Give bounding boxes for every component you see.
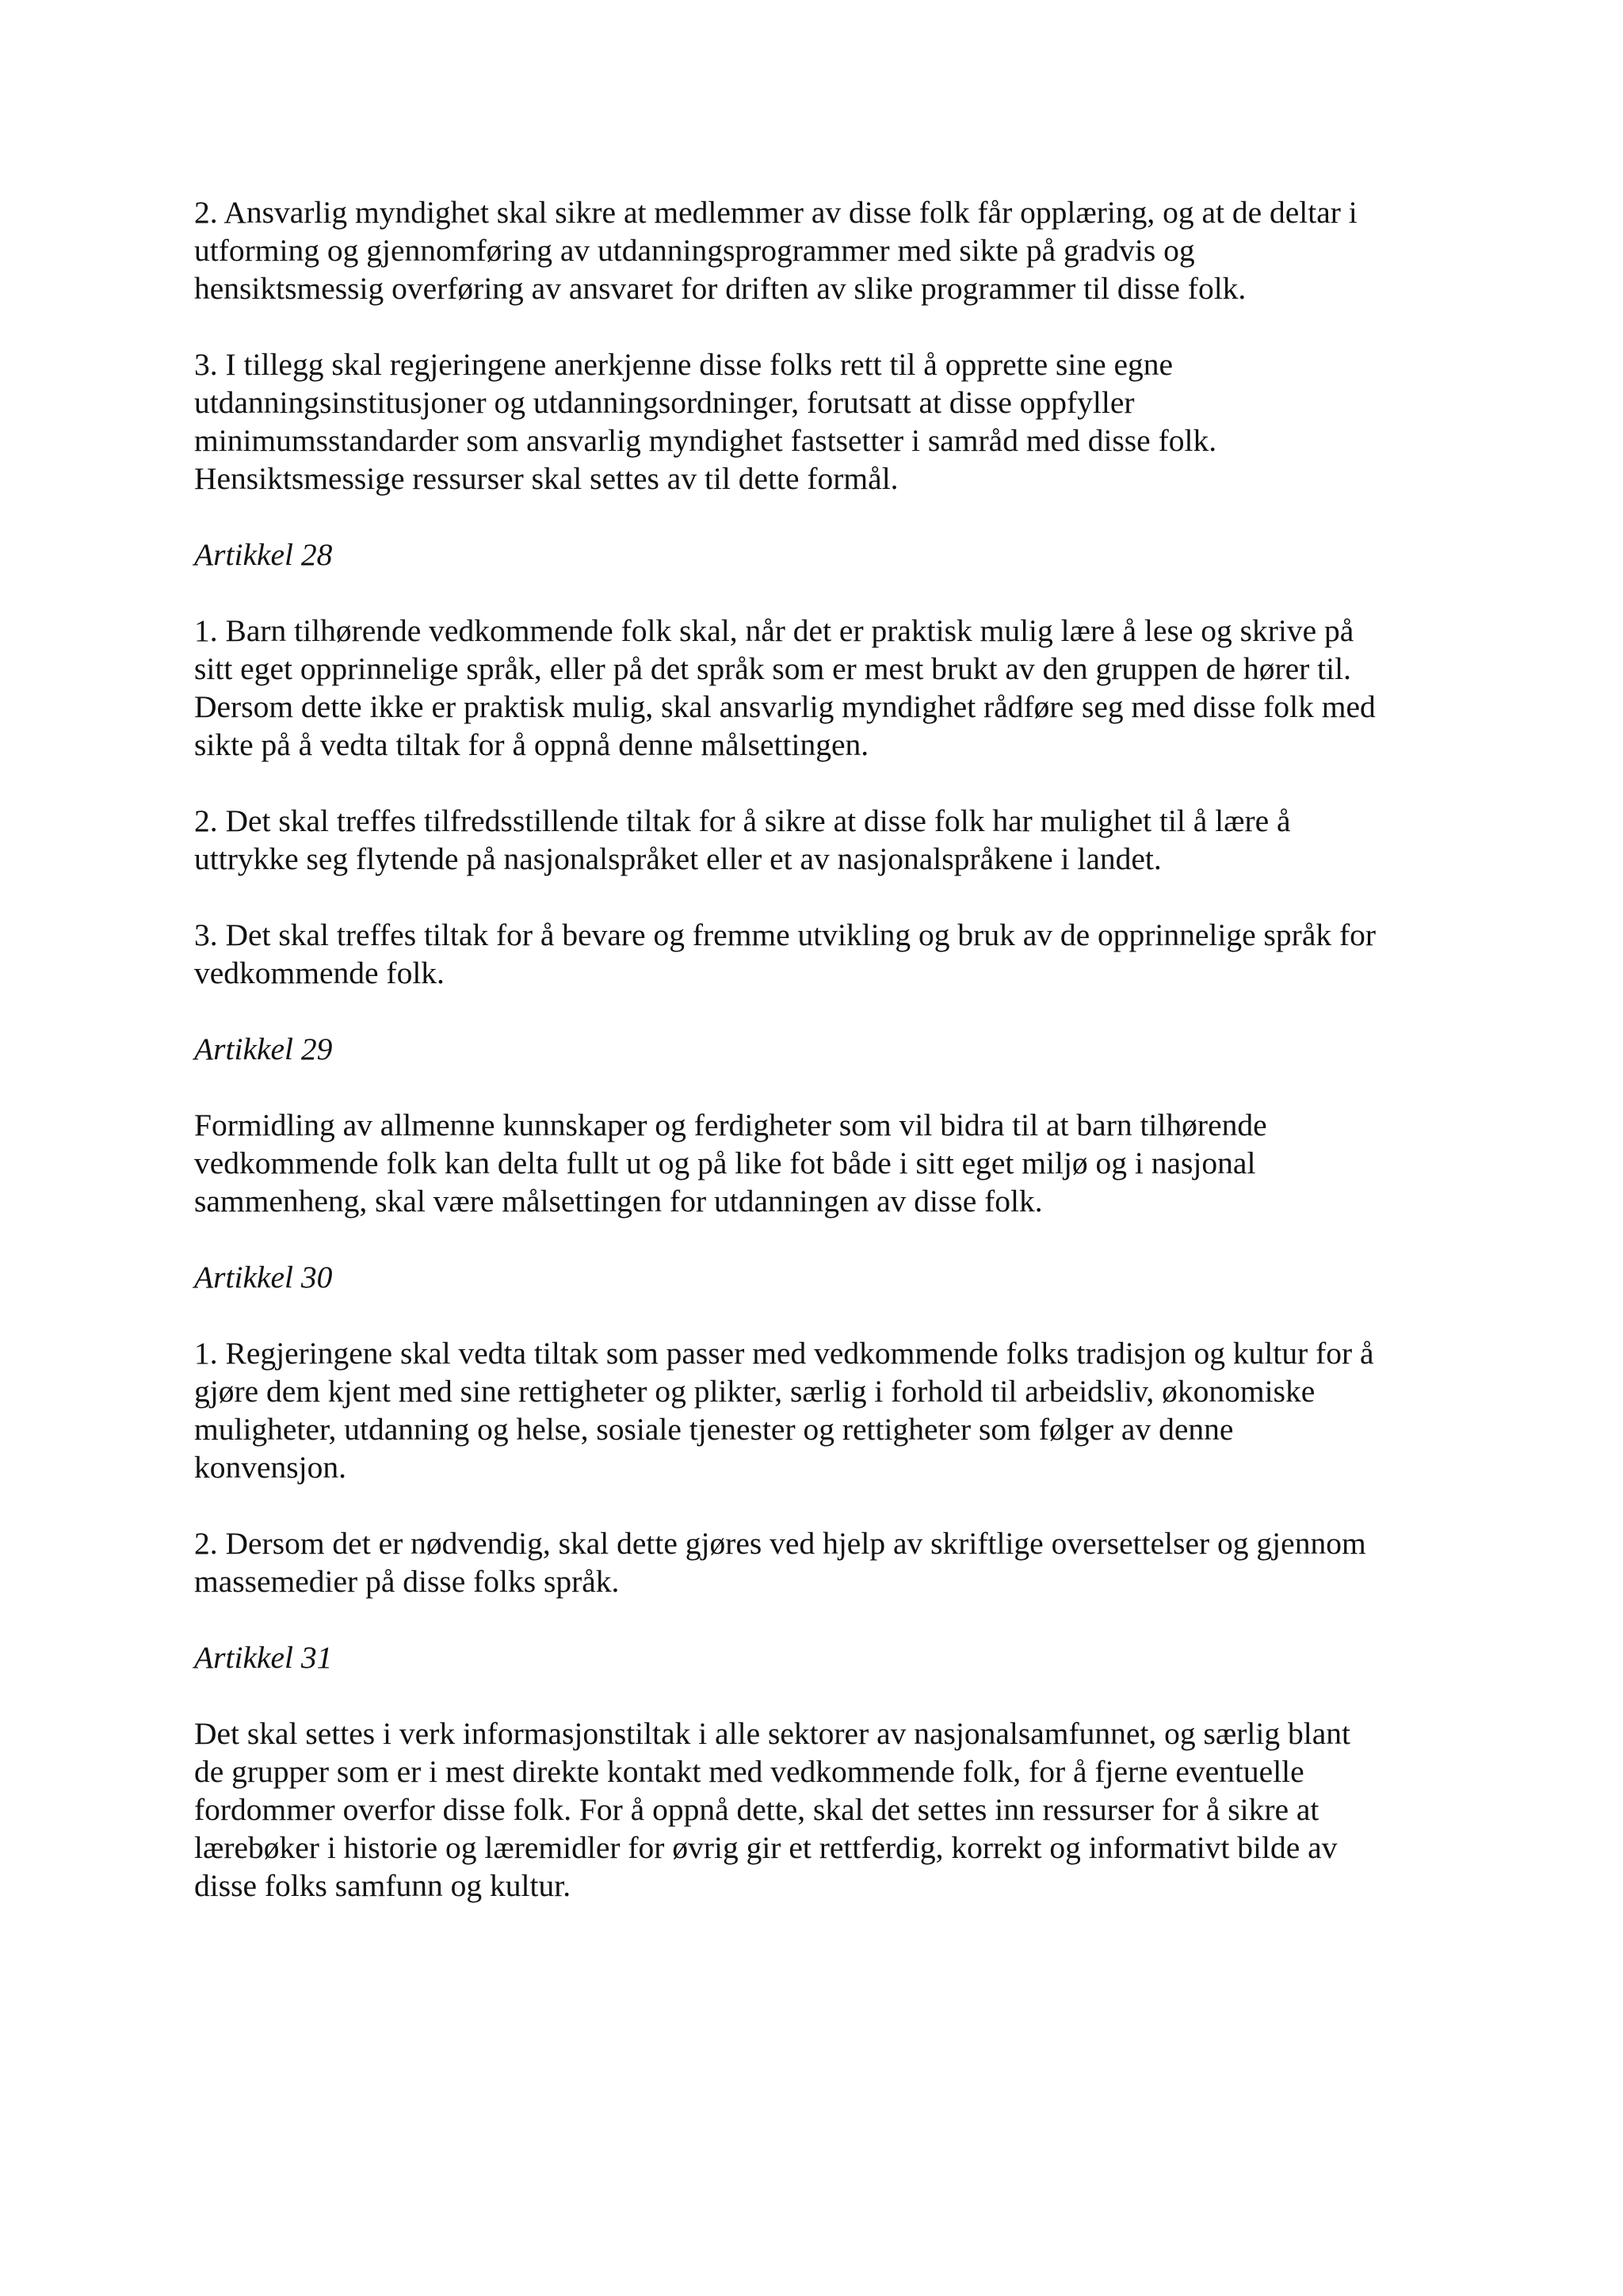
paragraph-27-2: 2. Ansvarlig myndighet skal sikre at medlemmer av disse folk får opplæring, og at de deltar i utforming og gjennomføring av utdanningsprogrammer med sikte på gradvis og hensiktsmessig overføring av ansvaret for driften av slike programmer til disse folk. (194, 195, 1358, 306)
paragraph-30-1: 1. Regjeringene skal vedta tiltak som passer med vedkommende folks tradisjon og kultur for å gjøre dem kjent med sine rettigheter og plikter, særlig i forhold til arbeidsliv, økonomiske muligheter, utdanning og helse, sosiale tjenester og rettigheter som følger av denne konvensjon. (194, 1336, 1374, 1485)
paragraph-27-3: 3. I tillegg skal regjeringene anerkjenne disse folks rett til å opprette sine egne utdanningsinstitusjoner og utdanningsordninger, forutsatt at disse oppfyller minimumsstandarder som ansvarlig myndighet fastsetter i samråd med disse folk. Hensiktsmessige ressurser skal settes av til dette formål. (194, 347, 1217, 496)
article-heading-28: Artikkel 28 (194, 537, 333, 572)
document-body (194, 193, 1446, 1943)
paragraph-29: Formidling av allmenne kunnskaper og ferdigheter som vil bidra til at barn tilhørende vedkommende folk kan delta fullt ut og på like fot både i sitt eget miljø og i nasjonal sammenheng, skal være målsettingen for utdanningen av disse folk. (194, 1108, 1267, 1219)
paragraph-28-2: 2. Det skal treffes tilfredsstillende tiltak for å sikre at disse folk har mulighet til å lære å uttrykke seg flytende på nasjonalspråket eller et av nasjonalspråkene i landet. (194, 803, 1291, 876)
paragraph-30-2: 2. Dersom det er nødvendig, skal dette gjøres ved hjelp av skriftlige oversettelser og gjennom massemedier på disse folks språk. (194, 1526, 1366, 1599)
article-heading-30: Artikkel 30 (194, 1260, 333, 1295)
paragraph-31: Det skal settes i verk informasjonstiltak i alle sektorer av nasjonalsamfunnet, og særlig blant de grupper som er i mest direkte kontakt med vedkommende folk, for å fjerne eventuelle fordommer overfor disse folk. For å oppnå dette, skal det settes inn ressurser for å sikre at lærebøker i historie og læremidler for øvrig gir et rettferdig, korrekt og informativt bilde av disse folks samfunn og kultur. (194, 1716, 1350, 1903)
paragraph-28-3: 3. Det skal treffes tiltak for å bevare og fremme utvikling og bruk av de opprinnelige språk for vedkommende folk. (194, 917, 1377, 990)
article-heading-31: Artikkel 31 (194, 1640, 333, 1675)
article-heading-29: Artikkel 29 (194, 1032, 333, 1066)
paragraph-28-1: 1. Barn tilhørende vedkommende folk skal, når det er praktisk mulig lære å lese og skrive på sitt eget opprinnelige språk, eller på det språk som er mest brukt av den gruppen de hører til. Dersom dette ikke er praktisk mulig, skal ansvarlig myndighet rådføre seg med disse folk med sikte på å vedta tiltak for å oppnå denne målsettingen. (194, 613, 1376, 762)
